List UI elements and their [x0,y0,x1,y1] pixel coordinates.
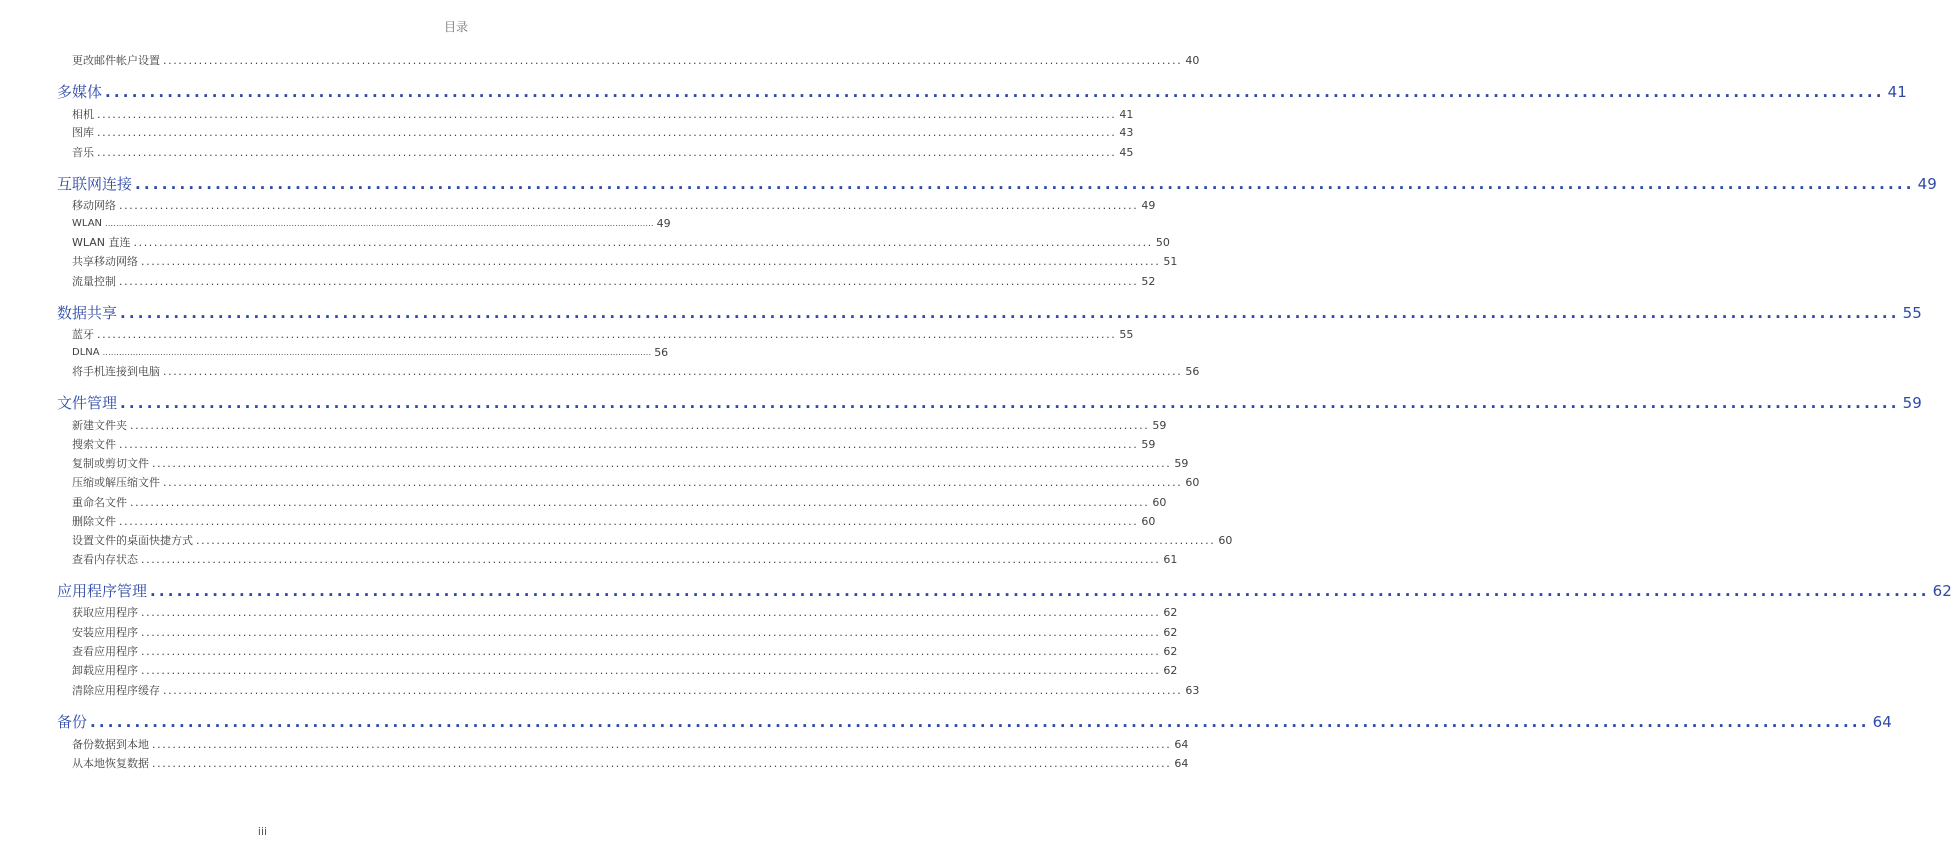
toc-entry[interactable] [72,275,1156,289]
toc-entry-title: 更改邮件帐户设置 [72,54,160,67]
toc-page-number: 59 [1902,394,1922,412]
toc-page-number: 49 [1917,175,1937,193]
toc-entry[interactable] [72,534,1233,548]
toc-page-number: 55 [1902,304,1922,322]
toc-page-number: 49 [656,217,671,230]
toc-entry[interactable] [72,645,1178,659]
toc-entry-title: 从本地恢复数据 [72,757,149,770]
toc-section-entry[interactable] [57,175,1937,193]
dot-leader: ........................................................................................................................................................................................................ [97,108,1117,121]
toc-entry[interactable] [72,664,1178,678]
toc-page-number: 52 [1141,275,1156,288]
toc-entry[interactable] [72,553,1178,567]
toc-entry-title: 相机 [72,108,94,121]
toc-section-title: 应用程序管理 [57,582,148,600]
toc-entry-title: 卸载应用程序 [72,664,138,677]
dot-leader: ........................................................................................................................................................................................................ [119,199,1139,212]
toc-page-number: 59 [1152,419,1167,432]
page-number: iii [257,825,268,838]
toc-page-number: 64 [1174,738,1189,751]
dot-leader: ........................................................................................................................................................................................................ [152,457,1172,470]
toc-entry[interactable] [72,236,1170,250]
toc-page-number: 41 [1887,83,1907,101]
toc-entry[interactable] [72,146,1134,160]
toc-page-number: 51 [1163,255,1178,268]
dot-leader: ........................................................................................................................................................................................................ [163,684,1183,697]
toc-entry[interactable] [72,255,1178,269]
toc-page-number: 60 [1141,515,1156,528]
dot-leader: ........................................................................................................................................................................................................ [141,606,1161,619]
dot-leader: ........................................................................................................................................................................................................ [105,219,654,228]
toc-entry[interactable] [72,757,1189,771]
toc-entry[interactable] [72,199,1156,213]
toc-page-number: 49 [1141,199,1156,212]
dot-leader: ........................................................................................................................................................................................................ [163,54,1183,67]
toc-page-number: 41 [1119,108,1134,121]
toc-page-number: 62 [1163,645,1178,658]
toc-entry-title: 移动网络 [72,199,116,212]
toc-section-entry[interactable] [57,582,1952,600]
toc-section-title: 多媒体 [57,83,103,101]
dot-leader: ........................................................................................................................................................................................................ [120,304,1900,322]
dot-leader: ........................................................................................................................................................................................................ [97,328,1117,341]
toc-entry[interactable] [72,438,1156,452]
toc-entry-title: 将手机连接到电脑 [72,365,160,378]
dot-leader: ........................................................................................................................................................................................................ [133,236,1153,249]
toc-entry[interactable] [72,626,1178,640]
dot-leader: ........................................................................................................................................................................................................ [141,553,1161,566]
toc-entry-title: 蓝牙 [72,328,94,341]
toc-section-title: 备份 [57,713,88,731]
dot-leader: ........................................................................................................................................................................................................ [141,664,1161,677]
toc-page-number: 63 [1185,684,1200,697]
toc-page-number: 60 [1185,476,1200,489]
toc-entry-title: 图库 [72,126,94,139]
toc-entry-title: 共享移动网络 [72,255,138,268]
toc-page-number: 60 [1152,496,1167,509]
toc-section-entry[interactable] [57,304,1922,322]
toc-entry[interactable] [72,108,1134,122]
toc-page-number: 50 [1155,236,1170,249]
toc-page-number: 62 [1163,626,1178,639]
dot-leader: ........................................................................................................................................................................................................ [135,175,1915,193]
toc-page-number: 43 [1119,126,1134,139]
toc-entry[interactable] [72,365,1200,379]
toc-page-number: 61 [1163,553,1178,566]
toc-entry[interactable] [72,457,1189,471]
toc-entry-title: 新建文件夹 [72,419,127,432]
dot-leader: ........................................................................................................................................................................................................ [119,275,1139,288]
toc-entry[interactable] [72,684,1200,698]
toc-page-number: 62 [1163,606,1178,619]
toc-page-number: 59 [1141,438,1156,451]
toc-entry[interactable] [72,738,1189,752]
toc-entry-title: DLNA [72,347,100,358]
toc-entry[interactable] [72,126,1134,140]
toc-entry[interactable] [72,515,1156,529]
toc-entry-title: 重命名文件 [72,496,127,509]
dot-leader: ........................................................................................................................................................................................................ [196,534,1216,547]
dot-leader: ........................................................................................................................................................................................................ [163,476,1183,489]
toc-page-number: 59 [1174,457,1189,470]
toc-entry-title: 设置文件的桌面快捷方式 [72,534,193,547]
toc-entry[interactable] [72,54,1200,68]
toc-page-number: 56 [1185,365,1200,378]
dot-leader: ........................................................................................................................................................................................................ [141,255,1161,268]
dot-leader: ........................................................................................................................................................................................................ [119,515,1139,528]
toc-entry[interactable] [72,419,1167,433]
dot-leader: ........................................................................................................................................................................................................ [97,126,1117,139]
toc-entry-title: 删除文件 [72,515,116,528]
toc-section-entry[interactable] [57,83,1907,101]
toc-entry-title: 流量控制 [72,275,116,288]
running-header: 目录 [443,20,468,34]
toc-entry[interactable] [72,496,1167,510]
toc-page-number: 60 [1218,534,1233,547]
dot-leader: ........................................................................................................................................................................................................ [102,348,652,357]
toc-entry[interactable] [72,476,1200,490]
toc-page-number: 62 [1932,582,1952,600]
dot-leader: ........................................................................................................................................................................................................ [130,419,1150,432]
toc-entry-title: 查看内存状态 [72,553,138,566]
toc-entry-title: WLAN 直连 [72,236,131,249]
toc-page-number: 64 [1872,713,1892,731]
dot-leader: ........................................................................................................................................................................................................ [90,713,1870,731]
toc-entry[interactable] [72,328,1134,342]
toc-page-number: 64 [1174,757,1189,770]
toc-section-entry[interactable] [57,394,1922,412]
dot-leader: ........................................................................................................................................................................................................ [141,645,1161,658]
toc-page-number: 45 [1119,146,1134,159]
toc-entry-title: 搜索文件 [72,438,116,451]
toc-entry-title: 安装应用程序 [72,626,138,639]
dot-leader: ........................................................................................................................................................................................................ [152,757,1172,770]
toc-entry-title: 压缩或解压缩文件 [72,476,160,489]
toc-section-title: 数据共享 [57,304,118,322]
toc-entry[interactable] [72,346,669,360]
toc-entry-title: 音乐 [72,146,94,159]
toc-entry-title: 清除应用程序缓存 [72,684,160,697]
toc-entry-title: 查看应用程序 [72,645,138,658]
dot-leader: ........................................................................................................................................................................................................ [105,83,1885,101]
toc-entry-title: 复制或剪切文件 [72,457,149,470]
dot-leader: ........................................................................................................................................................................................................ [141,626,1161,639]
toc-entry[interactable] [72,606,1178,620]
dot-leader: ........................................................................................................................................................................................................ [150,582,1930,600]
dot-leader: ........................................................................................................................................................................................................ [130,496,1150,509]
dot-leader: ........................................................................................................................................................................................................ [163,365,1183,378]
toc-page-number: 40 [1185,54,1200,67]
toc-entry-title: 获取应用程序 [72,606,138,619]
dot-leader: ........................................................................................................................................................................................................ [97,146,1117,159]
toc-section-title: 文件管理 [57,394,118,412]
dot-leader: ........................................................................................................................................................................................................ [152,738,1172,751]
toc-entry[interactable] [72,217,671,231]
toc-section-entry[interactable] [57,713,1892,731]
toc-page-number: 62 [1163,664,1178,677]
toc-entry-title: 备份数据到本地 [72,738,149,751]
dot-leader: ........................................................................................................................................................................................................ [119,438,1139,451]
toc-section-title: 互联网连接 [57,175,133,193]
toc-page-number: 55 [1119,328,1134,341]
dot-leader: ........................................................................................................................................................................................................ [120,394,1900,412]
toc-entry-title: WLAN [72,218,103,229]
toc-page-number: 56 [654,346,669,359]
